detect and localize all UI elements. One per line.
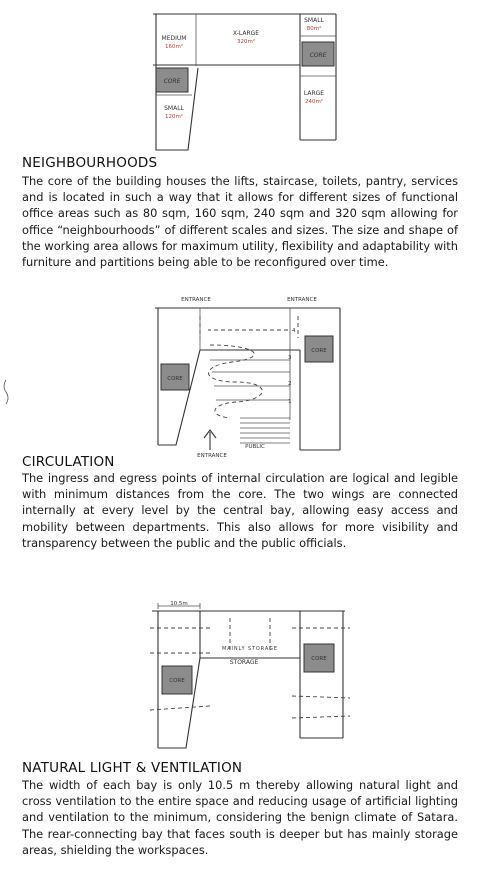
circulation-title: CIRCULATION [22, 454, 115, 470]
large-area: 240m² [304, 99, 324, 105]
mainly-storage-label: MAINLY STORAGE [222, 647, 278, 652]
entrance-bottom-label: ENTRANCE [197, 453, 227, 459]
xlarge-label: X-LARGE [232, 30, 260, 37]
core-right-label: CORE [309, 52, 327, 59]
medium-label: MEDIUM [161, 35, 187, 42]
natural-light-title: NATURAL LIGHT & VENTILATION [22, 760, 243, 776]
entrance-right-label: ENTRANCE [287, 297, 317, 303]
dimension-label: 10.5m [170, 601, 188, 607]
neighbourhoods-title: NEIGHBOURHOODS [22, 155, 158, 171]
large-label: LARGE [303, 90, 325, 97]
entrance-left-label: ENTRANCE [181, 297, 211, 303]
natural-light-body: The width of each bay is only 10.5 m thereby allowing natural light and cross ventilation to the entire space and reducing usage of artificial lighting and ventilation to the minimum, considering the benign climate of Satara. The rear-connecting bay that faces south is deeper but has mainly storage areas, shielding the workspaces. [22, 778, 458, 857]
core-right-label: CORE [311, 656, 327, 662]
core-left-label: CORE [169, 678, 185, 684]
neighbourhoods-diagram [0, 0, 480, 160]
neighbourhoods-body: The core of the building houses the lifts, staircase, toilets, pantry, services and is located in such a way that it allows for different sizes of functional office areas such as 80 sqm, 160 sqm, 240 sqm and 320 sqm allowing for office “neighbourhoods” of different scales and sizes. The size and shape of the working area allows for maximum utility, flexibility and adaptability with furniture and partitions being able to be reconfigured over time. [22, 174, 458, 270]
public-label: PUBLIC [245, 444, 265, 450]
circulation-diagram [0, 290, 480, 460]
num-4: 4 [292, 328, 296, 334]
xlarge-area: 320m² [236, 39, 256, 45]
core-right-label: CORE [311, 348, 327, 354]
medium-area: 160m² [164, 44, 184, 50]
storage-label: STORAGE [229, 659, 259, 666]
circulation-body: The ingress and egress points of internal circulation are logical and legible with minimum distances from the core. The two wings are connected internally at every level by the central bay, allowing easy access and mobility between departments. This also allows for more visibility and transparency between the public and the public officials. [22, 471, 458, 550]
natural-light-diagram [0, 598, 480, 758]
small-top-label: SMALL [304, 17, 324, 24]
small-bottom-area: 120m² [164, 114, 184, 120]
num-1: 1 [288, 399, 292, 405]
num-2: 2 [288, 381, 292, 387]
core-left-label: CORE [163, 78, 181, 85]
num-3: 3 [288, 355, 292, 361]
core-left-label: CORE [167, 376, 183, 382]
small-top-area: 80m² [306, 26, 322, 32]
small-bottom-label: SMALL [164, 105, 184, 112]
